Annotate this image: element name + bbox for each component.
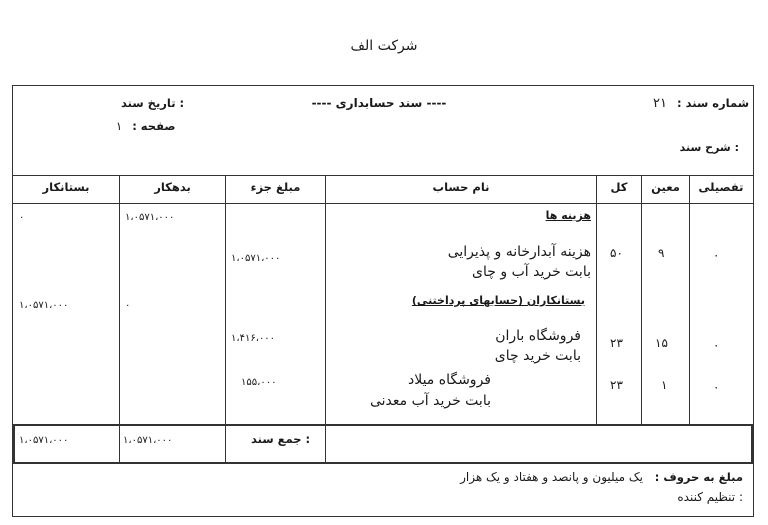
debit-amount: ۰ [125, 300, 131, 311]
account-description: بابت خرید آب معدنی [369, 393, 491, 409]
header-bottom-line [13, 203, 753, 204]
col-divider [119, 426, 120, 462]
accounting-voucher [12, 85, 754, 517]
credit-amount: ۰ [19, 212, 25, 223]
totals-credit: ۱،۰۵۷۱،۰۰۰ [19, 435, 69, 446]
totals-debit: ۱،۰۵۷۱،۰۰۰ [123, 435, 173, 446]
col-divider [325, 426, 326, 462]
detail-code: ۰ [713, 338, 720, 352]
col-divider [641, 175, 642, 424]
moeen-code: ۹ [658, 246, 665, 260]
kol-code: ۲۳ [610, 378, 623, 392]
page-number: ۱ [116, 119, 123, 133]
col-divider [225, 426, 226, 462]
col-header-credit: بستانکار [42, 180, 90, 194]
kol-code: ۲۳ [610, 336, 623, 350]
table-top-line [13, 175, 753, 176]
amount-in-words-value: یک میلیون و پانصد و هفتاد و یک هزار [460, 470, 643, 484]
debit-amount: ۱،۰۵۷۱،۰۰۰ [125, 212, 175, 223]
moeen-code: ۱۵ [655, 336, 668, 350]
col-header-debit: بدهکار [154, 180, 191, 194]
col-divider [689, 175, 690, 424]
col-divider [325, 175, 326, 424]
col-header-moeen: معین [651, 180, 680, 194]
moeen-code: ۱ [661, 378, 668, 392]
col-header-kol: کل [610, 180, 628, 194]
detail-code: ۰ [713, 248, 720, 262]
account-description: بابت خرید چای [494, 348, 581, 364]
partial-amount: ۱۵۵،۰۰۰ [241, 377, 277, 388]
account-name: فروشگاه باران [495, 328, 581, 344]
amount-in-words [460, 470, 743, 484]
doc-description-label: شرح سند : [679, 141, 739, 154]
page-indicator [116, 119, 175, 133]
totals-row [13, 424, 753, 464]
account-description: بابت خرید آب و چای [472, 264, 591, 280]
col-header-detail: تفصیلی [698, 180, 744, 194]
col-divider [119, 175, 120, 424]
detail-code: ۰ [713, 380, 720, 394]
credit-amount: ۱،۰۵۷۱،۰۰۰ [19, 300, 69, 311]
doc-date-label: تاریخ سند : [121, 96, 185, 110]
col-divider [225, 175, 226, 424]
voucher-title: ---- سند حسابداری ---- [311, 96, 447, 110]
company-name: شرکت الف [350, 38, 418, 54]
prepared-by-label: تنظیم کننده : [677, 490, 743, 504]
partial-amount: ۱،۴۱۶،۰۰۰ [231, 333, 276, 344]
amount-in-words-label: مبلغ به حروف : [654, 470, 743, 484]
totals-label: جمع سند : [251, 432, 311, 446]
doc-number-label: شماره سند : [677, 96, 749, 110]
group-heading-expenses: هزینه ها [545, 209, 591, 222]
col-header-partial-amount: مبلغ جزء [250, 180, 301, 194]
account-name: فروشگاه میلاد [407, 372, 491, 388]
col-divider [596, 175, 597, 424]
page-label: صفحه : [132, 119, 176, 133]
col-header-account-name: نام حساب [432, 180, 490, 194]
kol-code: ۵۰ [610, 246, 623, 260]
account-name: هزینه آبدارخانه و پذیرایی [447, 244, 591, 260]
partial-amount: ۱،۰۵۷۱،۰۰۰ [231, 253, 281, 264]
doc-number [653, 96, 749, 111]
group-heading-payables: بستانکاران (حسابهای پرداختنی) [411, 294, 585, 307]
doc-number-value: ۲۱ [653, 96, 667, 111]
